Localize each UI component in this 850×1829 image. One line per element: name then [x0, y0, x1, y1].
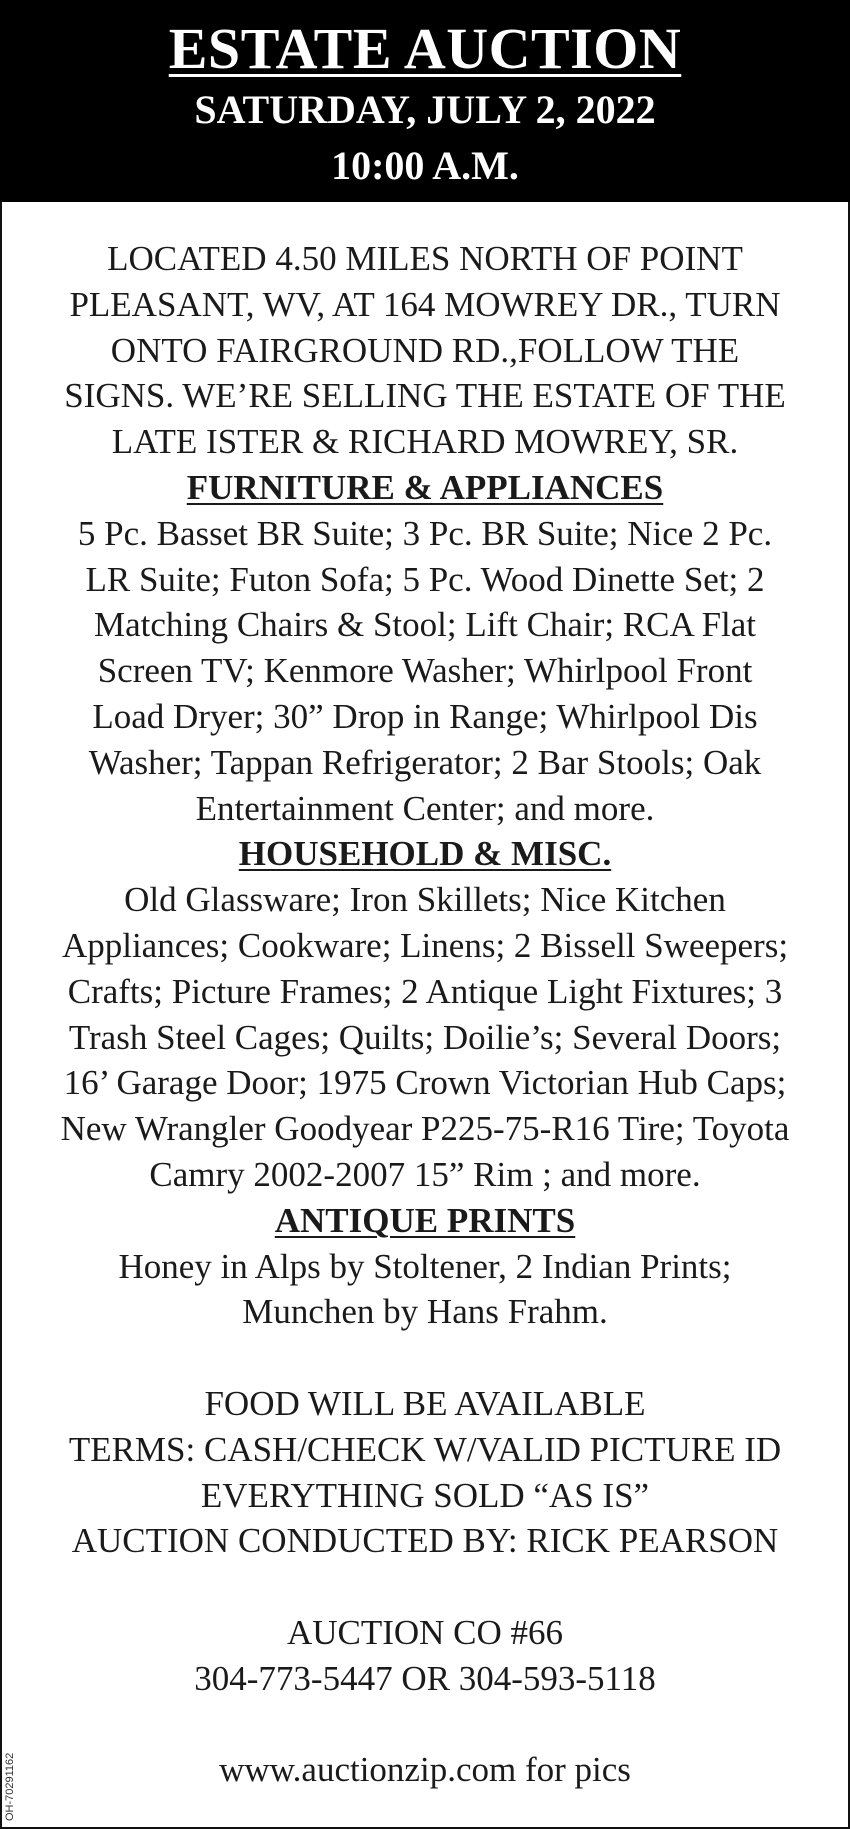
item-line: Screen TV; Kenmore Washer; Whirlpool Front: [97, 651, 753, 691]
spacer: [0, 1564, 850, 1610]
spacer: [0, 1335, 850, 1381]
terms-line: AUCTION CONDUCTED BY: RICK PEARSON: [71, 1521, 779, 1561]
contact-block: [0, 1610, 850, 1702]
phone-numbers: 304-773-5447 OR 304-593-5118: [194, 1658, 656, 1698]
location-line: PLEASANT, WV, AT 164 MOWREY DR., TURN: [69, 284, 781, 324]
location-line: LATE ISTER & RICHARD MOWREY, SR.: [111, 422, 739, 462]
ad-body: [0, 236, 850, 1793]
item-line: Camry 2002-2007 15” Rim ; and more.: [149, 1154, 701, 1194]
auction-date: SATURDAY, JULY 2, 2022: [194, 87, 656, 132]
section-prints: [0, 1198, 850, 1335]
item-line: LR Suite; Futon Sofa; 5 Pc. Wood Dinette Set; 2: [85, 559, 765, 599]
location-line: SIGNS. WE’RE SELLING THE ESTATE OF THE: [64, 376, 786, 416]
item-line: Washer; Tappan Refrigerator; 2 Bar Stools; Oak: [88, 742, 762, 782]
location-line: ONTO FAIRGROUND RD.,FOLLOW THE: [110, 330, 740, 370]
auction-company: AUCTION CO #66: [286, 1612, 564, 1652]
item-line: 5 Pc. Basset BR Suite; 3 Pc. BR Suite; Nice 2 Pc.: [77, 513, 773, 553]
ad-header: [0, 0, 850, 202]
section-heading: ANTIQUE PRINTS: [274, 1200, 576, 1240]
item-line: Munchen by Hans Frahm.: [242, 1292, 608, 1332]
item-line: Old Glassware; Iron Skillets; Nice Kitchen: [124, 880, 726, 920]
item-line: New Wrangler Goodyear P225-75-R16 Tire; Toyota: [60, 1109, 790, 1149]
item-line: 16’ Garage Door; 1975 Crown Victorian Hub Caps;: [63, 1063, 787, 1103]
terms-line: FOOD WILL BE AVAILABLE: [204, 1383, 646, 1423]
spacer: [0, 1702, 850, 1748]
ad-title: ESTATE AUCTION: [168, 16, 682, 81]
terms-line: EVERYTHING SOLD “AS IS”: [200, 1475, 650, 1515]
auction-time: 10:00 A.M.: [331, 143, 519, 188]
ad-code: OH-70291162: [4, 1752, 16, 1821]
terms-block: [0, 1381, 850, 1564]
item-line: Trash Steel Cages; Quilts; Doilie’s; Several Doors;: [68, 1017, 782, 1057]
section-household: [0, 831, 850, 1197]
website-link[interactable]: www.auctionzip.com for pics: [219, 1750, 631, 1790]
terms-line: TERMS: CASH/CHECK W/VALID PICTURE ID: [68, 1429, 782, 1469]
item-line: Entertainment Center; and more.: [195, 788, 655, 828]
item-line: Crafts; Picture Frames; 2 Antique Light Fixtures; 3: [67, 971, 783, 1011]
item-line: Matching Chairs & Stool; Lift Chair; RCA Flat: [93, 605, 757, 645]
section-heading: HOUSEHOLD & MISC.: [238, 834, 612, 874]
item-line: Honey in Alps by Stoltener, 2 Indian Prints;: [118, 1246, 732, 1286]
location-block: [0, 236, 850, 465]
section-heading: FURNITURE & APPLIANCES: [186, 467, 664, 507]
item-line: Appliances; Cookware; Linens; 2 Bissell Sweepers;: [61, 925, 789, 965]
section-furniture: [0, 465, 850, 831]
location-line: LOCATED 4.50 MILES NORTH OF POINT: [107, 239, 743, 278]
item-line: Load Dryer; 30” Drop in Range; Whirlpool Dis: [92, 696, 758, 736]
